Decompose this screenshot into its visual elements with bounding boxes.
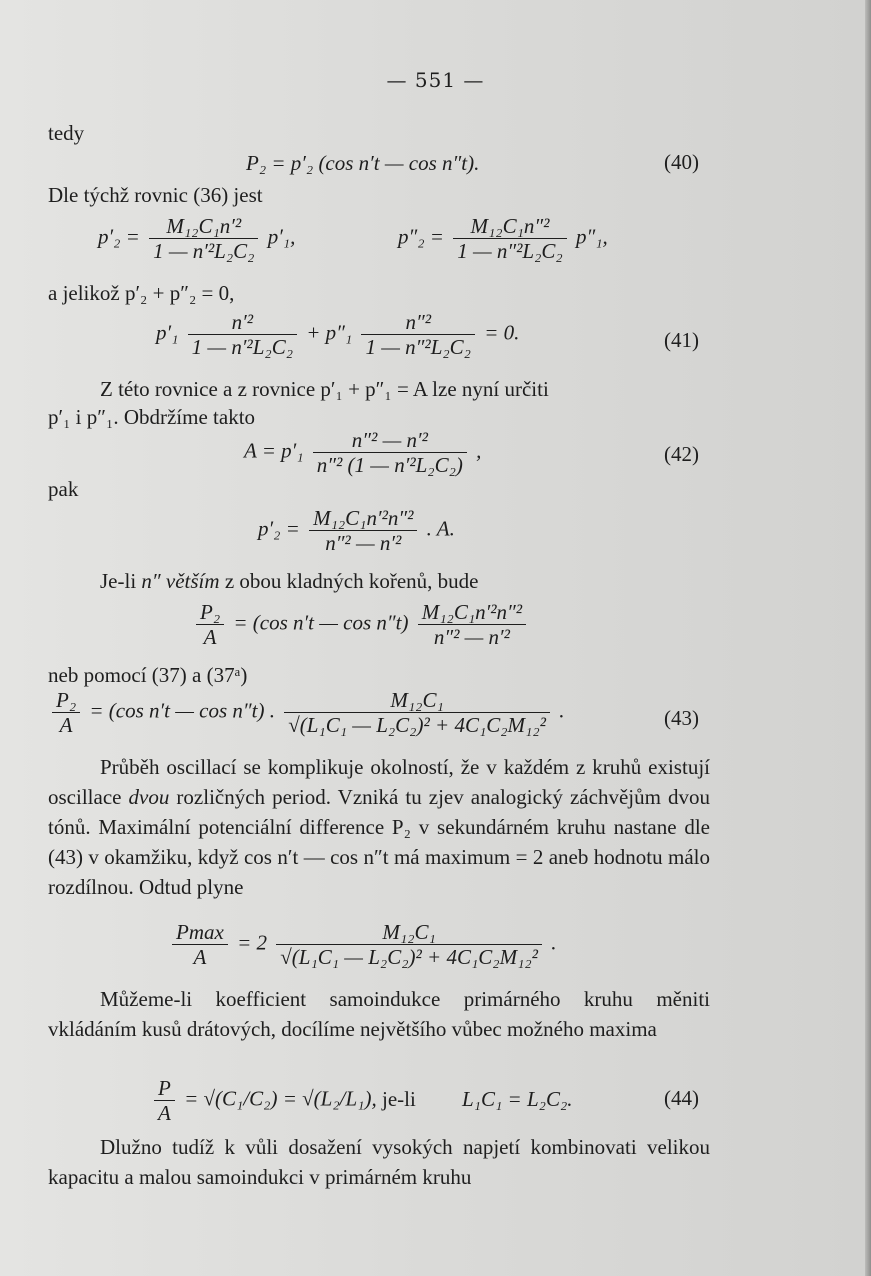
equation-p2-prime [98, 214, 295, 263]
fraction [418, 600, 526, 649]
eq-rhs: . [551, 930, 557, 955]
eq-mid: = (cos n′t — cos n″t) [233, 610, 409, 635]
eq-term: + p″₁ [306, 320, 353, 345]
denominator: √(L₁C₁ — L₂C₂)² + 4C₁C₂M₁₂² [280, 945, 538, 969]
equation-43 [48, 688, 564, 737]
text-part: Je-li [100, 569, 142, 593]
fraction [361, 310, 475, 359]
equation-44-condition: L₁C₁ = L₂C₂. [462, 1087, 573, 1111]
denominator: 1 — n′²L₂C₂ [153, 239, 255, 263]
fraction [154, 1076, 175, 1125]
numerator: n″² [361, 310, 475, 335]
eq-lhs: A = p′₁ [244, 438, 304, 463]
denominator: 1 — n″²L₂C₂ [457, 239, 563, 263]
eq-term: p′₁ [156, 320, 179, 345]
eq-mid: = (cos n′t — cos n″t) . [89, 698, 275, 723]
page-edge [865, 0, 871, 1276]
denominator: A [203, 625, 217, 649]
numerator: M₁₂C₁n′²n″² [418, 600, 526, 625]
eq-lhs: p′₂ = [98, 224, 140, 249]
eq-rhs: p″₁, [575, 224, 608, 249]
denominator: A [158, 1101, 171, 1125]
text-part: rozličných period. Vzniká tu zjev analogický záchvějům dvou tónů. Maximální potenciální difference P₂ v sekundárném kruhu nastane dle (43) v okamžiku, když cos n′t — cos n″t má maximum = 2 aneb hodnotu málo rozdílnou. Odtud plyne [48, 785, 710, 899]
fraction [188, 310, 297, 359]
text-p1: p′₁ i p″₁. Obdržíme takto [48, 405, 256, 429]
fraction [196, 600, 224, 649]
eq-rhs: , [476, 438, 482, 463]
denominator: A [59, 713, 73, 737]
numerator: M₁₂C₁n′²n″² [309, 506, 417, 531]
denominator: 1 — n″²L₂C₂ [365, 335, 471, 359]
equation-pak [258, 506, 455, 555]
eq-rhs: . A. [426, 516, 455, 541]
denominator: √(L₁C₁ — L₂C₂)² + 4C₁C₂M₁₂² [288, 713, 546, 737]
paragraph-text: Dlužno tudíž k vůli dosažení vysokých napjetí kombinovati velikou kapacitu a malou samoindukci v primárném kruhu [48, 1135, 710, 1189]
equation-40: P₂ = p′₂ (cos n′t — cos n″t). [246, 151, 480, 175]
text-pak: pak [48, 477, 79, 501]
paragraph-prubeh [48, 752, 710, 902]
text-part: z obou kladných kořenů, bude [219, 569, 479, 593]
equation-41 [156, 310, 519, 359]
eq-rhs: . [559, 698, 565, 723]
numerator: M₁₂C₁ [276, 920, 542, 945]
equation-p2-double-prime [398, 214, 608, 263]
equation-42 [244, 428, 481, 477]
paragraph-muzeme [48, 984, 710, 1044]
page-number: — 551 — [386, 68, 485, 92]
fraction [284, 688, 550, 737]
equation-number-44: (44) [664, 1086, 699, 1110]
numerator: M₁₂C₁ [284, 688, 550, 713]
fraction [309, 506, 417, 555]
numerator: P [154, 1076, 175, 1101]
fraction [276, 920, 542, 969]
text-jeli [100, 566, 479, 596]
denominator: n″² — n′² [325, 531, 402, 555]
numerator: M₁₂C₁n′² [149, 214, 258, 239]
equation-pmax [168, 920, 556, 969]
eq-lhs: p′₂ = [258, 516, 300, 541]
text-emphasis: n″ větším [141, 569, 220, 593]
equation-number-43: (43) [664, 706, 699, 730]
text-jeli-cond: je-li [382, 1087, 416, 1111]
eq-term: = 0. [484, 320, 520, 345]
numerator: n″² — n′² [313, 428, 467, 453]
numerator: P₂ [196, 600, 224, 625]
text-z-teto: Z této rovnice a z rovnice p′₁ + p″₁ = A lze nyní určiti [100, 377, 549, 401]
eq-mid: = 2 [237, 930, 267, 955]
fraction [313, 428, 467, 477]
numerator: Pmax [172, 920, 228, 945]
text-part: Průběh oscillací se komplikuje okolností, že v každém z kruhů existují oscillace [48, 755, 710, 809]
text-emphasis: dvou [128, 785, 170, 809]
eq-lhs: p″₂ = [398, 224, 444, 249]
eq-rhs: p′₁, [267, 224, 296, 249]
fraction [52, 688, 80, 737]
text-neb: neb pomocí (37) a (37ᵃ) [48, 663, 248, 687]
equation-bude [192, 600, 530, 649]
equation-number-42: (42) [664, 442, 699, 466]
numerator: n′² [188, 310, 297, 335]
denominator: A [193, 945, 207, 969]
fraction [453, 214, 567, 263]
text-jelikoz: a jelikož p′₂ + p″₂ = 0, [48, 281, 235, 305]
equation-number-40: (40) [664, 150, 699, 174]
text-tedy: tedy [48, 121, 85, 145]
denominator: n″² (1 — n′²L₂C₂) [316, 453, 463, 477]
fraction [149, 214, 258, 263]
numerator: P₂ [52, 688, 80, 713]
paragraph-dluzno [48, 1132, 710, 1192]
fraction [172, 920, 228, 969]
text-dle: Dle týchž rovnic (36) jest [48, 183, 263, 207]
eq-mid: = √(C₁/C₂) = √(L₂/L₁), [184, 1086, 377, 1111]
numerator: M₁₂C₁n″² [453, 214, 567, 239]
equation-44 [150, 1076, 377, 1125]
denominator: 1 — n′²L₂C₂ [191, 335, 294, 359]
equation-number-41: (41) [664, 328, 699, 352]
paragraph-text: Můžeme-li koefficient samoindukce primárného kruhu měniti vkládáním kusů drátových, docílíme největšího vůbec možného maxima [48, 987, 710, 1041]
denominator: n″² — n′² [433, 625, 510, 649]
